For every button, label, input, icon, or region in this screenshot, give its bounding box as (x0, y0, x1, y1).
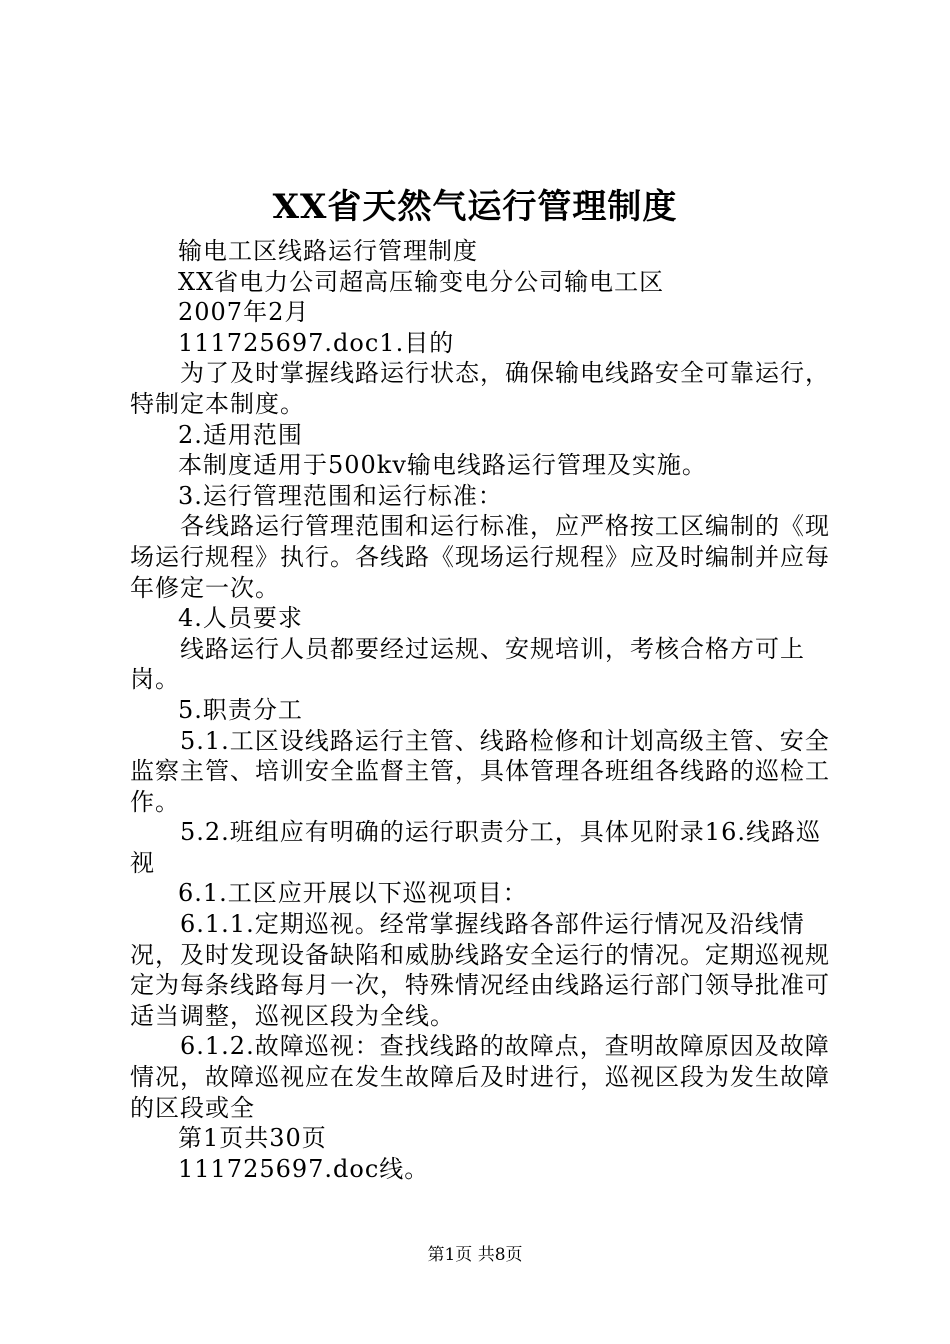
paragraph: 5.1.工区设线路运行主管、线路检修和计划高级主管、安全监察主管、培训安全监督主管，具体管理各班组各线路的巡检工作。 (130, 726, 830, 816)
paragraph: 5.职责分工 (178, 695, 303, 724)
page-footer: 第1页 共8页 (427, 1245, 523, 1265)
paragraph: 本制度适用于500kv输电线路运行管理及实施。 (178, 451, 707, 480)
paragraph: 为了及时掌握线路运行状态，确保输电线路安全可靠运行，特制定本制度。 (130, 359, 830, 418)
paragraph: 4.人员要求 (178, 604, 303, 633)
paragraph: 2.适用范围 (178, 420, 303, 449)
paragraph: 111725697.doc1.目的 (178, 328, 455, 357)
paragraph: 2007年2月 (178, 298, 310, 327)
paragraph: 3.运行管理范围和运行标准： (178, 481, 503, 510)
paragraph: 6.1.1.定期巡视。经常掌握线路各部件运行情况及沿线情况，及时发现设备缺陷和威胁线路安全运行的情况。定期巡视规定为每条线路每月一次，特殊情况经由线路运行部门领导批准可适当调整，巡视区段为全线。 (130, 910, 830, 1030)
paragraph: 线路运行人员都要经过运规、安规培训，考核合格方可上岗。 (130, 634, 805, 694)
paragraph: 6.1.2.故障巡视：查找线路的故障点，查明故障原因及故障情况，故障巡视应在发生故障后及时进行，巡视区段为发生故障的区段或全 (130, 1032, 830, 1122)
document-title: XX省天然气运行管理制度 (272, 187, 678, 227)
paragraph: 6.1.工区应开展以下巡视项目： (178, 879, 528, 908)
paragraph: 各线路运行管理范围和运行标准，应严格按工区编制的《现场运行规程》执行。各线路《现场运行规程》应及时编制并应每年修定一次。 (130, 512, 830, 602)
document-body (130, 236, 835, 1184)
paragraph: 第1页共30页 (178, 1124, 327, 1153)
paragraph: 111725697.doc线。 (178, 1154, 430, 1183)
paragraph: 输电工区线路运行管理制度 (178, 237, 478, 265)
paragraph: 5.2.班组应有明确的运行职责分工，具体见附录16.线路巡视 (130, 818, 821, 877)
paragraph: XX省电力公司超高压输变电分公司输电工区 (178, 267, 665, 296)
